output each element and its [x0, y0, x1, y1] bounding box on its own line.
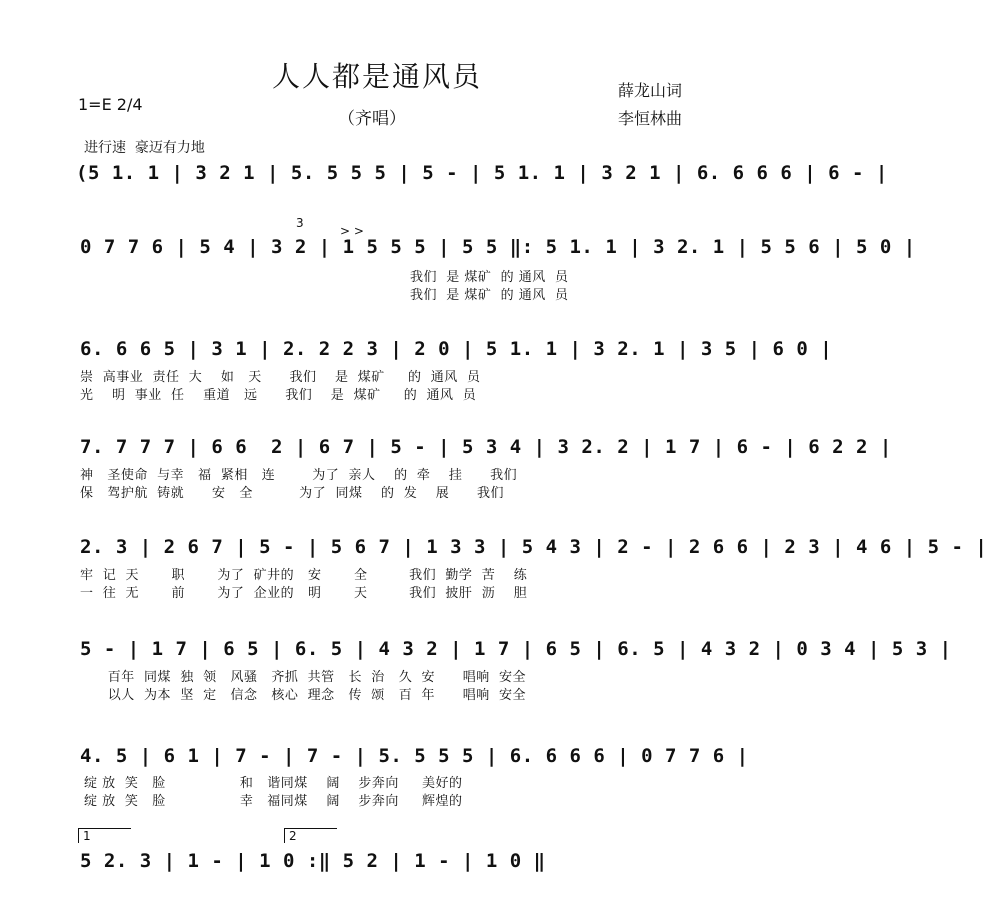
subtitle: （齐唱）: [338, 109, 406, 129]
lyrics-row-3-verse-2: 光 明 事业 任 重道 远 我们 是 煤矿 的 通风 员: [80, 388, 477, 403]
accent-marks: > >: [340, 224, 364, 238]
page-title: 人人都是通风员: [272, 60, 483, 93]
tempo-marking: 进行速 豪迈有力地: [84, 140, 205, 156]
lyrics-row-5-verse-1: 牢 记 天 职 为了 矿井的 安 全 我们 勤学 苦 练: [80, 568, 528, 583]
key-signature: 1=E 2/4: [78, 95, 143, 114]
lyrics-row-4-verse-1: 神 圣使命 与幸 福 紧相 连 为了 亲人 的 牵 挂 我们: [80, 468, 518, 483]
notation-row-8: 5 2. 3 | 1 - | 1 0 :‖ 5 2 | 1 - | 1 0 ‖: [80, 850, 546, 872]
notation-row-3: 6. 6 6 5 | 3 1 | 2. 2 2 3 | 2 0 | 5 1. 1 | 3 2. 1 | 3 5 | 6 0 |: [80, 338, 833, 360]
notation-row-6: 5 - | 1 7 | 6 5 | 6. 5 | 4 3 2 | 1 7 | 6 5 | 6. 5 | 4 3 2 | 0 3 4 | 5 3 |: [80, 638, 952, 660]
notation-row-2: 0 7 7 6 | 5 4 | 3 2 | 1 5 5 5 | 5 5 ‖: 5 1. 1 | 3 2. 1 | 5 5 6 | 5 0 |: [80, 236, 916, 258]
lyrics-row-2-verse-2: 我们 是 煤矿 的 通风 员: [410, 288, 569, 303]
volta-1: [78, 828, 131, 843]
composer: 李恒林曲: [618, 109, 683, 128]
notation-row-1: (5 1. 1 | 3 2 1 | 5. 5 5 5 | 5 - | 5 1. 1 | 3 2 1 | 6. 6 6 6 | 6 - |: [76, 162, 888, 184]
lyrics-row-6-verse-2: 以人 为本 坚 定 信念 核心 理念 传 颂 百 年 唱响 安全: [80, 688, 527, 703]
lyrics-row-7-verse-2: 绽 放 笑 脸 幸 福同煤 阔 步奔向 辉煌的: [84, 794, 463, 809]
notation-row-5: 2. 3 | 2 6 7 | 5 - | 5 6 7 | 1 3 3 | 5 4 3 | 2 - | 2 6 6 | 2 3 | 4 6 | 5 - |: [80, 536, 987, 558]
notation-row-7: 4. 5 | 6 1 | 7 - | 7 - | 5. 5 5 5 | 6. 6 6 6 | 0 7 7 6 |: [80, 745, 749, 767]
lyrics-row-3-verse-1: 崇 高事业 责任 大 如 天 我们 是 煤矿 的 通风 员: [80, 370, 481, 385]
volta-2: [284, 828, 337, 843]
lyrics-row-7-verse-1: 绽 放 笑 脸 和 谐同煤 阔 步奔向 美好的: [84, 776, 463, 791]
lyrics-row-4-verse-2: 保 驾护航 铸就 安 全 为了 同煤 的 发 展 我们: [80, 486, 505, 501]
volta-1-label: 1: [83, 829, 91, 843]
lyricist: 薛龙山词: [618, 81, 683, 100]
lyrics-row-5-verse-2: 一 往 无 前 为了 企业的 明 天 我们 披肝 沥 胆: [80, 586, 528, 601]
lyrics-row-6-verse-1: 百年 同煤 独 领 风骚 齐抓 共管 长 治 久 安 唱响 安全: [80, 670, 527, 685]
lyrics-row-2-verse-1: 我们 是 煤矿 的 通风 员: [410, 270, 569, 285]
notation-row-4: 7. 7 7 7 | 6 6 2 | 6 7 | 5 - | 5 3 4 | 3 2. 2 | 1 7 | 6 - | 6 2 2 |: [80, 436, 892, 458]
volta-2-label: 2: [289, 829, 297, 843]
triplet-mark: 3: [296, 216, 304, 230]
